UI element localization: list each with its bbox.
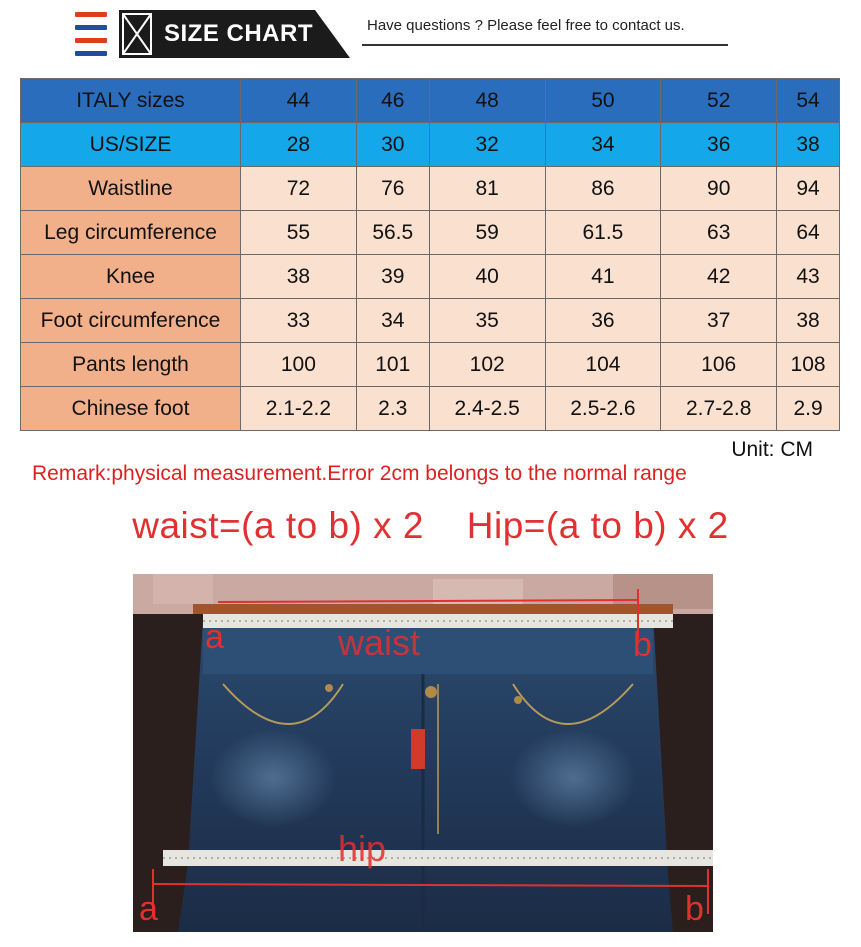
- flag-stripe: [75, 51, 107, 56]
- table-cell: 34: [545, 123, 661, 167]
- flag-stripe: [75, 38, 107, 43]
- waist-formula: waist=(a to b) x 2: [132, 505, 424, 546]
- table-row: [21, 299, 840, 343]
- table-cell: 36: [661, 123, 777, 167]
- table-cell: 52: [661, 79, 777, 123]
- table-cell: 2.1-2.2: [241, 387, 357, 431]
- point-a-hip: a: [139, 890, 158, 928]
- table-cell: 35: [429, 299, 545, 343]
- table-cell: 64: [777, 211, 840, 255]
- contact-text: Have questions ? Please feel free to contact us.: [367, 17, 685, 34]
- table-cell: 44: [241, 79, 357, 123]
- table-cell: 43: [777, 255, 840, 299]
- point-a-waist: a: [205, 618, 224, 656]
- table-cell: 2.7-2.8: [661, 387, 777, 431]
- size-table: [20, 78, 840, 431]
- table-cell: 76: [356, 167, 429, 211]
- table-cell: 50: [545, 79, 661, 123]
- table-cell: 104: [545, 343, 661, 387]
- table-cell: 41: [545, 255, 661, 299]
- table-row: [21, 387, 840, 431]
- table-cell: 42: [661, 255, 777, 299]
- table-cell: 55: [241, 211, 357, 255]
- table-row: [21, 123, 840, 167]
- table-cell: 40: [429, 255, 545, 299]
- table-cell: 61.5: [545, 211, 661, 255]
- table-cell: 38: [777, 123, 840, 167]
- table-row: [21, 343, 840, 387]
- table-cell: 30: [356, 123, 429, 167]
- row-label: US/SIZE: [21, 123, 241, 167]
- table-row: [21, 167, 840, 211]
- hip-formula: Hip=(a to b) x 2: [466, 505, 729, 546]
- x-logo-icon: [119, 10, 155, 58]
- table-row: [21, 79, 840, 123]
- table-cell: 38: [777, 299, 840, 343]
- flag-stripe: [75, 25, 107, 30]
- row-label: Pants length: [21, 343, 241, 387]
- row-label: Leg circumference: [21, 211, 241, 255]
- table-cell: 101: [356, 343, 429, 387]
- header: [0, 0, 861, 70]
- table-cell: 28: [241, 123, 357, 167]
- table-cell: 90: [661, 167, 777, 211]
- table-cell: 54: [777, 79, 840, 123]
- row-label: Knee: [21, 255, 241, 299]
- waist-label: waist: [338, 622, 421, 663]
- table-cell: 102: [429, 343, 545, 387]
- table-cell: 59: [429, 211, 545, 255]
- table-cell: 2.5-2.6: [545, 387, 661, 431]
- table-cell: 2.4-2.5: [429, 387, 545, 431]
- table-cell: 46: [356, 79, 429, 123]
- table-cell: 72: [241, 167, 357, 211]
- page-title: SIZE CHART: [164, 20, 313, 47]
- table-cell: 33: [241, 299, 357, 343]
- table-cell: 86: [545, 167, 661, 211]
- table-cell: 32: [429, 123, 545, 167]
- table-cell: 2.9: [777, 387, 840, 431]
- divider: [362, 44, 728, 46]
- table-cell: 63: [661, 211, 777, 255]
- table-cell: 100: [241, 343, 357, 387]
- flag-stripe: [75, 12, 107, 17]
- table-cell: 2.3: [356, 387, 429, 431]
- table-cell: 48: [429, 79, 545, 123]
- table-cell: 81: [429, 167, 545, 211]
- table-cell: 36: [545, 299, 661, 343]
- table-cell: 34: [356, 299, 429, 343]
- row-label: ITALY sizes: [21, 79, 241, 123]
- table-cell: 56.5: [356, 211, 429, 255]
- table-cell: 38: [241, 255, 357, 299]
- table-cell: 94: [777, 167, 840, 211]
- unit-label: Unit: CM: [731, 438, 813, 461]
- hip-label: hip: [338, 828, 387, 869]
- table-cell: 37: [661, 299, 777, 343]
- table-cell: 39: [356, 255, 429, 299]
- point-b-waist: b: [633, 626, 652, 664]
- row-label: Waistline: [21, 167, 241, 211]
- table-cell: 108: [777, 343, 840, 387]
- row-label: Chinese foot: [21, 387, 241, 431]
- table-row: [21, 211, 840, 255]
- remark-text: Remark:physical measurement.Error 2cm belongs to the normal range: [32, 462, 687, 485]
- table-row: [21, 255, 840, 299]
- row-label: Foot circumference: [21, 299, 241, 343]
- flag-icon: [75, 12, 107, 58]
- point-b-hip: b: [685, 890, 704, 928]
- jeans-measurement-photo: [133, 574, 713, 932]
- formula: [0, 505, 861, 547]
- table-cell: 106: [661, 343, 777, 387]
